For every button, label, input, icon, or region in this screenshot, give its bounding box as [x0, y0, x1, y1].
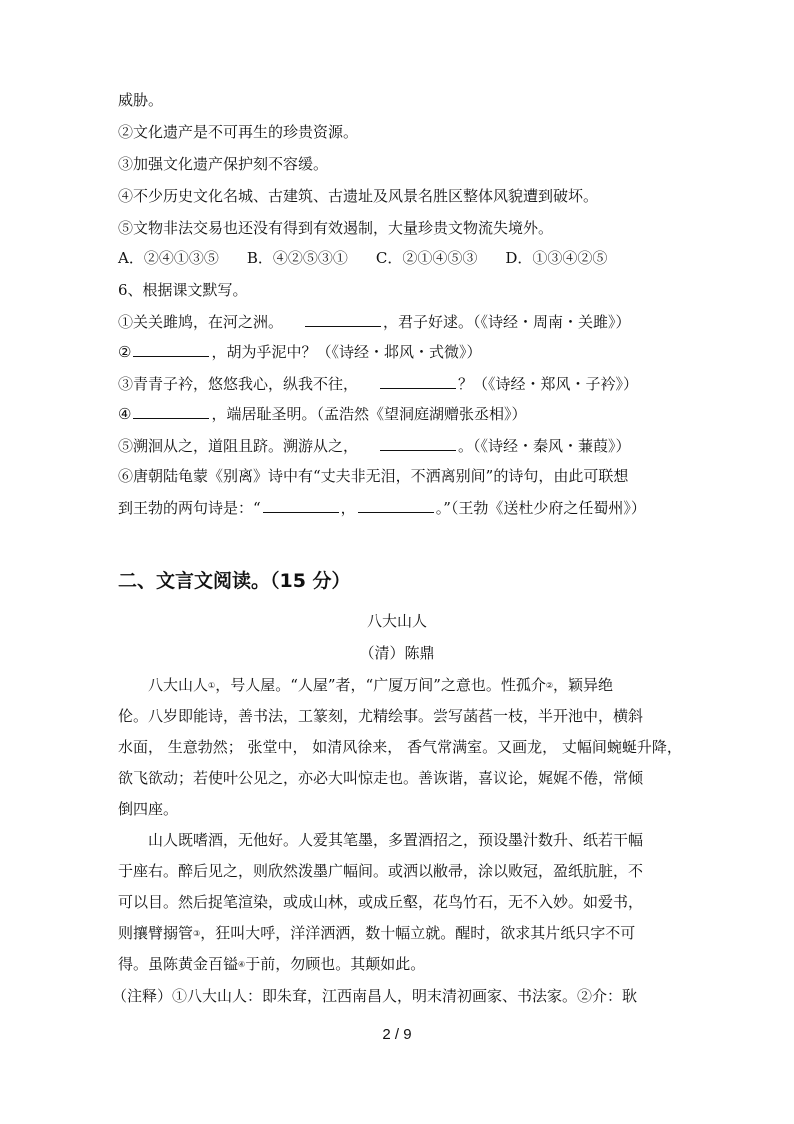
dictation-line-6: ⑥唐朝陆龟蒙《别离》诗中有“丈夫非无泪，不洒离别间”的诗句，由此可联想: [118, 467, 629, 485]
option-a: A．②④①③⑤: [118, 249, 219, 267]
fill-blank[interactable]: [358, 498, 434, 513]
dictation-line-5: [118, 436, 631, 456]
dictation-text: ？（《诗经・郑风・子衿》）: [458, 375, 639, 393]
dictation-line-4: [118, 404, 526, 424]
option-d: D．①③④②⑤: [505, 249, 608, 267]
fill-blank[interactable]: [263, 498, 339, 513]
paragraph-1-line-2: 伦。八岁即能诗，善书法，工篆刻，尤精绘事。尝写菡萏一枝，半开池中，横斜: [118, 707, 644, 725]
text-line: ②文化遗产是不可再生的珍贵资源。: [118, 123, 359, 141]
note-marker: ②: [545, 681, 554, 690]
option-b: B．④②⑤③①: [246, 249, 348, 267]
note-marker: ①: [208, 681, 216, 690]
page-number: 2 / 9: [382, 1026, 412, 1043]
paragraph-1-line-3: 水面， 生意勃然； 张堂中， 如清风徐来， 香气常满室。又画龙， 丈幅间蜿蜒升降，: [118, 738, 682, 756]
dictation-text: ，端居耻圣明。（孟浩然《望洞庭湖赠张丞相》）: [211, 405, 527, 423]
annotation-line: （注释）①八大山人：即朱耷，江西南昌人，明末清初画家、书法家。②介：耿: [112, 987, 638, 1005]
fill-blank[interactable]: [133, 342, 209, 357]
paragraph-1-line-4: 欲飞欲动；若使叶公见之，亦必大叫惊走也。善诙谐，喜议论，娓娓不倦，常倾: [118, 769, 644, 787]
dictation-text: ⑤溯洄从之，道阻且跻。溯游从之，: [118, 437, 359, 455]
text-line: ⑤文物非法交易也还没有得到有效遏制，大量珍贵文物流失境外。: [118, 219, 554, 237]
passage-text: ，号人屋。“人屋”者，“广厦万间”之意也。性孤介: [215, 676, 546, 694]
paragraph-1-line-1: [148, 675, 613, 696]
dictation-text: ，胡为乎泥中？（《诗经・邶风・式微》）: [211, 343, 482, 361]
passage-text: ，狂叫大呼，洋洋洒洒，数十幅立就。醒时，欲求其片纸只字不可: [200, 924, 636, 942]
passage-title: 八大山人: [366, 612, 427, 630]
dictation-text: 。（《诗经・秦风・蒹葭》）: [458, 437, 631, 455]
passage-text: 得。虽陈黄金百镒: [118, 955, 239, 973]
fill-blank[interactable]: [305, 312, 381, 327]
fill-blank[interactable]: [380, 374, 456, 389]
note-marker: ③: [193, 929, 201, 938]
passage-text: 八大山人: [148, 676, 209, 694]
dictation-text: 。”（王勃《送杜少府之任蜀州》）: [435, 499, 646, 517]
dictation-text: ①关关雎鸠，在河之洲。: [118, 313, 284, 331]
option-c: C．②①④⑤③: [375, 249, 478, 267]
fill-blank[interactable]: [133, 404, 209, 419]
dictation-line-7: [118, 498, 646, 518]
passage-text: 于前，勿顾也。其颠如此。: [245, 955, 426, 973]
text-line: ③加强文化遗产保护刻不容缓。: [118, 155, 329, 173]
dictation-text: ，: [340, 499, 356, 517]
dictation-text: ，君子好逑。（《诗经・周南・关雎》）: [383, 313, 631, 331]
dictation-line-3: [118, 374, 638, 394]
question-6-title: 6、根据课文默写。: [118, 281, 248, 299]
passage-text: 则攘臂搦管: [118, 924, 194, 942]
dictation-line-2: [118, 342, 481, 362]
text-line: ④不少历史文化名城、古建筑、古遗址及风景名胜区整体风貌遭到破坏。: [118, 187, 599, 205]
paragraph-2-line-2: 于座右。醉后见之，则欣然泼墨广幅间。或洒以敝帚，涂以败冠，盈纸肮脏，不: [118, 862, 644, 880]
paragraph-1-line-5: 倒四座。: [118, 800, 179, 818]
dictation-line-1: [118, 312, 631, 332]
fill-blank[interactable]: [380, 436, 456, 451]
note-marker: ④: [238, 960, 246, 969]
dictation-text: ④: [118, 405, 132, 423]
dictation-text: 到王勃的两句诗是：“: [118, 499, 261, 517]
paragraph-2-line-1: 山人既嗜酒，无他好。人爱其笔墨，多置酒招之，预设墨汁数升、纸若干幅: [148, 831, 644, 849]
dictation-text: ②: [118, 343, 132, 361]
section-heading: 二、文言文阅读。（15 分）: [118, 570, 351, 592]
passage-text: ，颖异绝: [553, 676, 614, 694]
paragraph-2-line-4: [118, 923, 635, 944]
paragraph-2-line-3: 可以目。然后捉笔渲染，或成山林，或成丘壑，花鸟竹石，无不入妙。如爱书，: [118, 893, 644, 911]
passage-author: （清）陈鼎: [359, 644, 435, 662]
text-line: 威胁。: [118, 91, 164, 109]
dictation-text: ③青青子衿，悠悠我心，纵我不往，: [118, 375, 359, 393]
paragraph-2-line-5: [118, 954, 425, 975]
answer-options: [118, 248, 635, 268]
